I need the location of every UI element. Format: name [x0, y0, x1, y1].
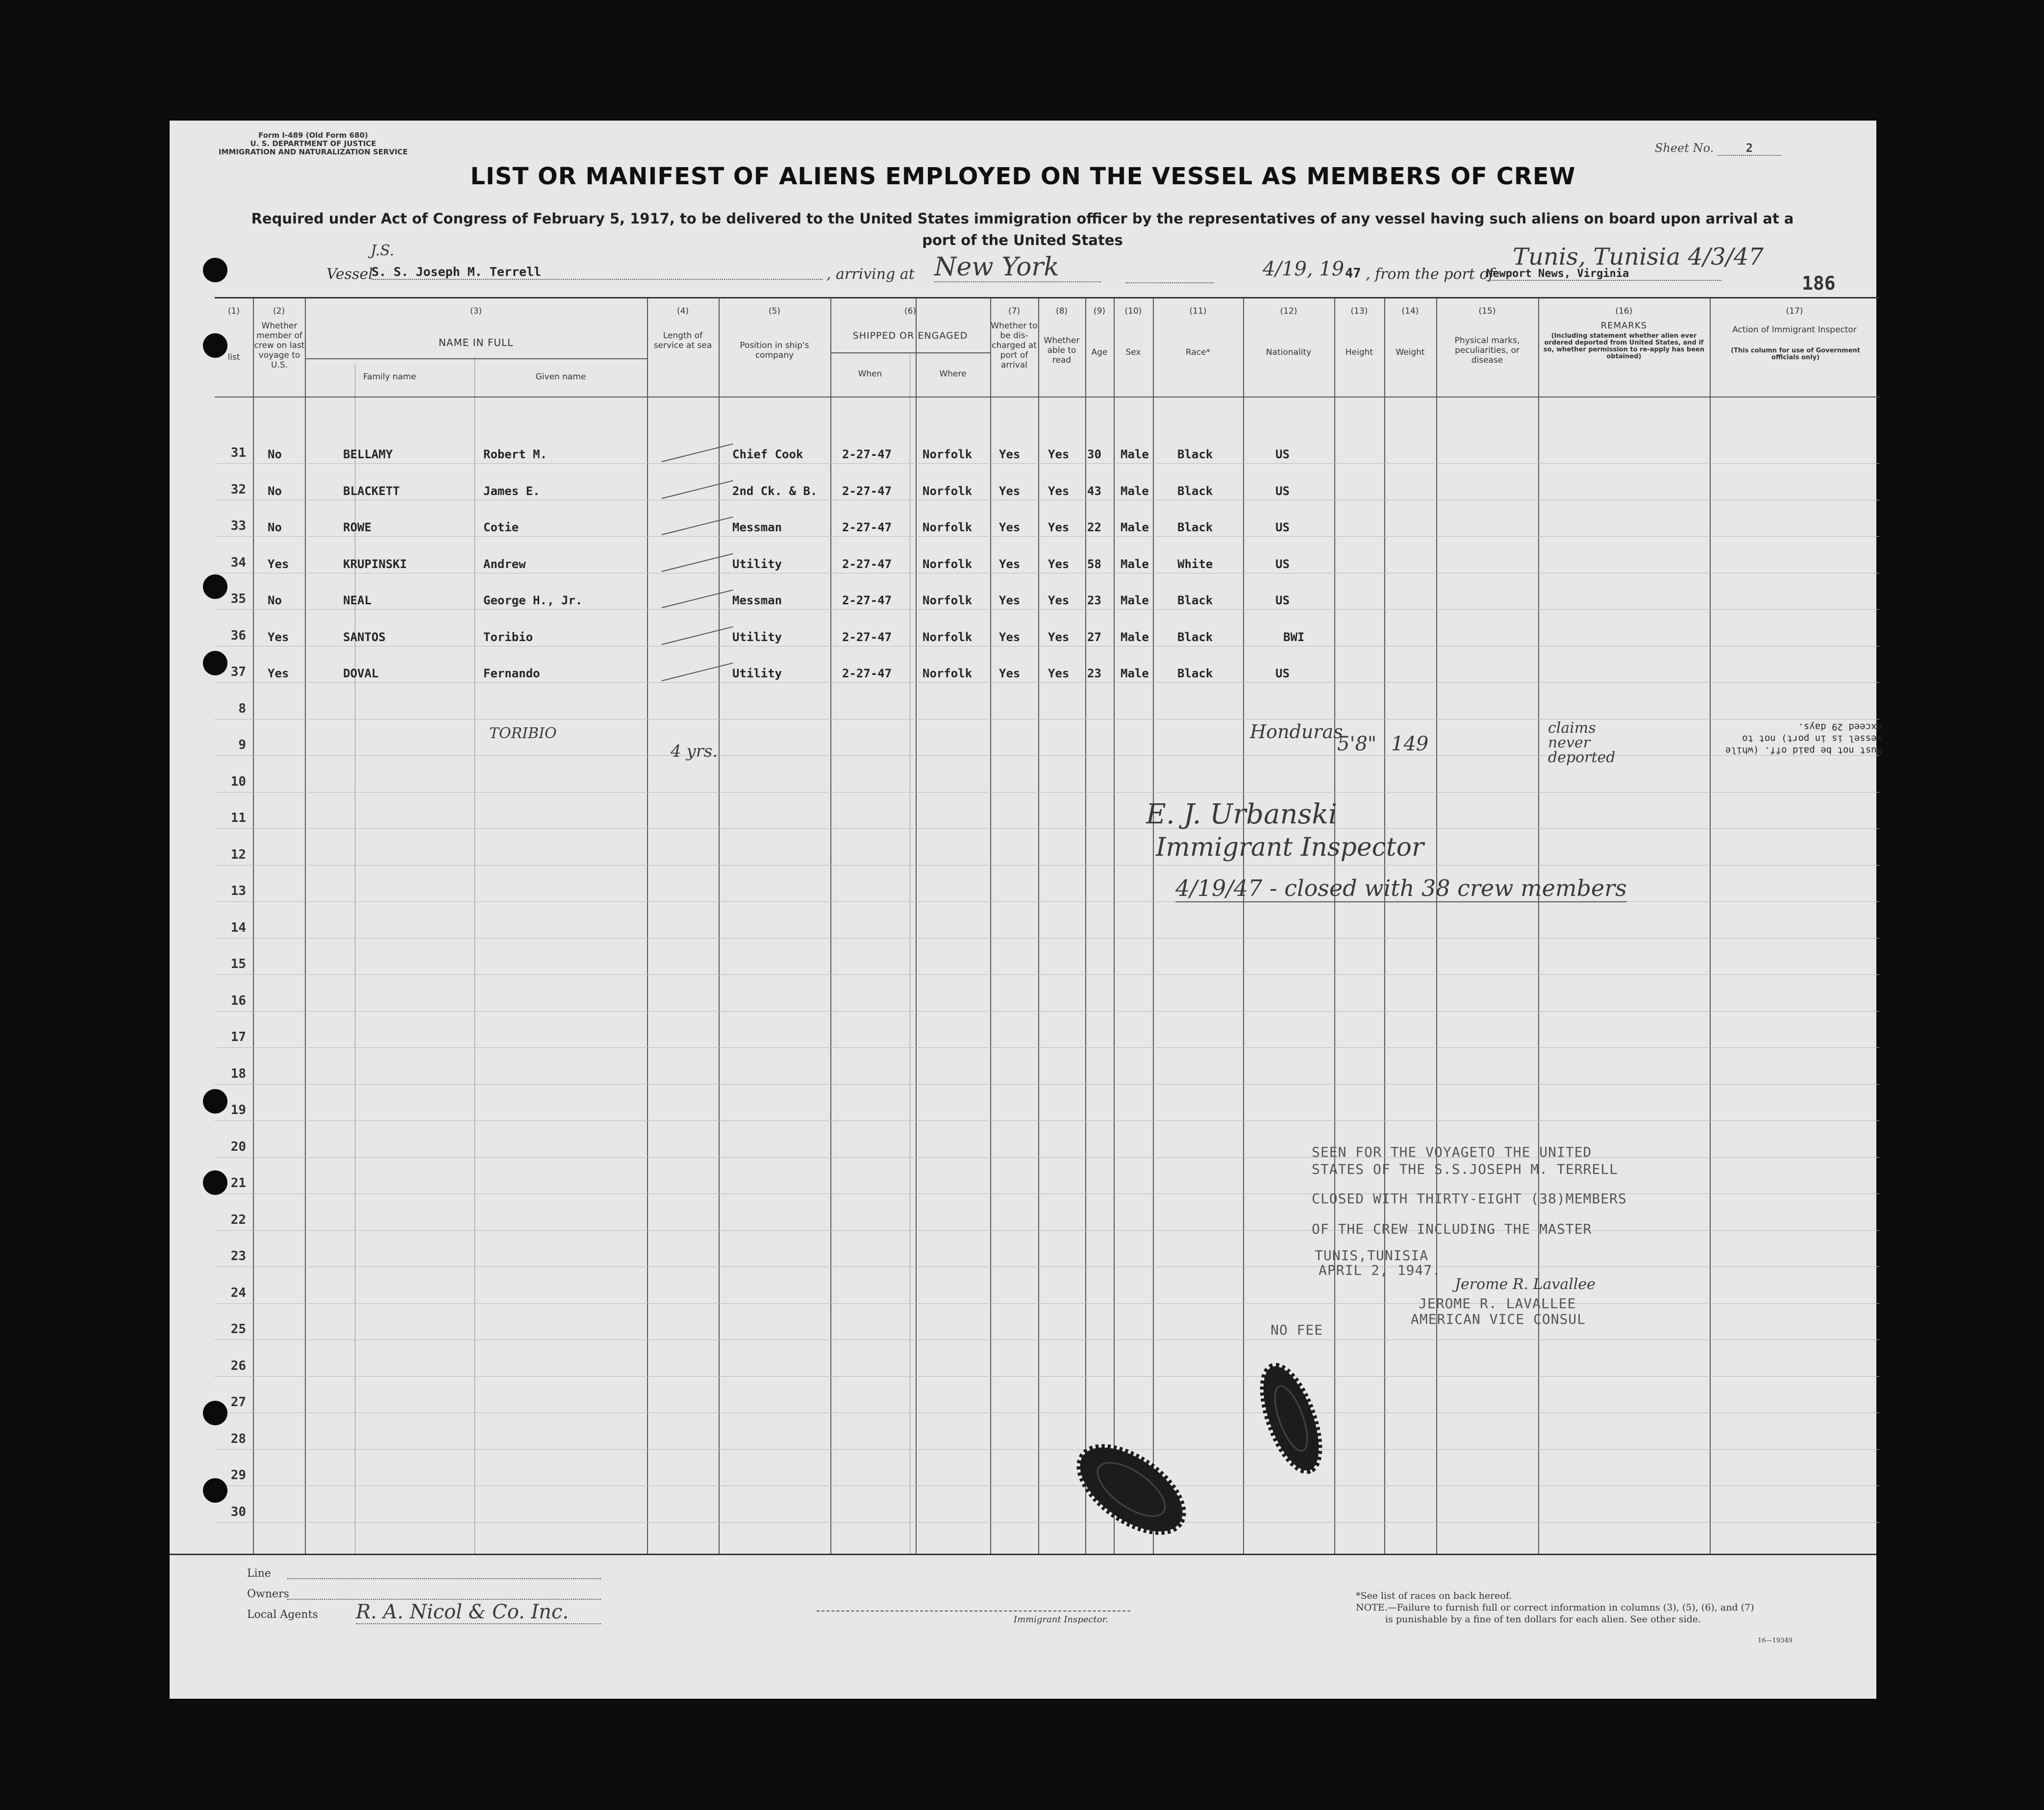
cell-discharged: Yes — [999, 521, 1021, 534]
sheet-number-label: Sheet No. — [1655, 141, 1714, 155]
col-num: (9) — [1093, 306, 1106, 316]
cell-discharged: Yes — [999, 630, 1021, 644]
form-id-line: U. S. DEPARTMENT OF JUSTICE — [250, 139, 376, 148]
cell-read: Yes — [1048, 484, 1070, 498]
cell-given: Toribio — [483, 630, 533, 644]
cell-member: No — [268, 447, 282, 461]
consul-stamp-line: STATES OF THE S.S.JOSEPH M. TERRELL — [1312, 1161, 1619, 1177]
cell-discharged: Yes — [999, 557, 1021, 571]
blank-field — [1125, 282, 1214, 283]
col-num: (14) — [1401, 306, 1419, 316]
row-number: 29 — [230, 1468, 246, 1483]
cell-age: 27 — [1087, 630, 1101, 644]
row-number: 34 — [230, 555, 246, 570]
row-rule — [215, 1230, 1879, 1231]
form-id-block — [219, 131, 408, 156]
row-number: 8 — [238, 701, 246, 716]
row-rule — [215, 1449, 1879, 1450]
cell-where: Norfolk — [922, 447, 972, 461]
embossed-seal — [1068, 1426, 1195, 1553]
cell-discharged: Yes — [999, 667, 1021, 680]
page-stamp: 186 — [1802, 273, 1836, 294]
row-number: 25 — [230, 1322, 246, 1337]
col-header-position: Position in ship's company — [740, 341, 809, 360]
col-header-remarks-note: (Including statement whether alien ever ordered deported from United States, and if so, whether permission to re-apply has been obtained) — [1543, 332, 1705, 360]
col-num: (8) — [1055, 306, 1068, 316]
cell-member: No — [268, 521, 282, 534]
row-rule — [215, 1193, 1879, 1194]
cell-age: 43 — [1087, 484, 1101, 498]
cell-when: 2-27-47 — [842, 594, 892, 607]
cell-where: Norfolk — [922, 521, 972, 534]
col-num: (10) — [1124, 306, 1142, 316]
inspector-title: Immigrant Inspector — [1156, 833, 1424, 862]
row-rule — [215, 1120, 1879, 1121]
weight-value: 149 — [1391, 733, 1429, 755]
cell-when: 2-27-47 — [842, 557, 892, 571]
crew-row — [215, 521, 1879, 540]
row-rule — [215, 1047, 1879, 1048]
col-num: (7) — [1008, 306, 1021, 316]
col-header-weight: Weight — [1396, 347, 1425, 357]
from-port-typed: Newport News, Virginia — [1486, 268, 1721, 281]
row-number: 11 — [230, 811, 246, 825]
cell-sex: Male — [1121, 447, 1149, 461]
cell-discharged: Yes — [999, 594, 1021, 607]
cell-when: 2-27-47 — [842, 630, 892, 644]
cell-read: Yes — [1048, 630, 1070, 644]
consul-title: AMERICAN VICE CONSUL — [1411, 1311, 1586, 1327]
row-number: 16 — [230, 993, 246, 1008]
cell-family: DOVAL — [343, 667, 379, 680]
page-subtitle: Required under Act of Congress of February 5, 1917, to be delivered to the United States immigration officer by the representatives of any vessel having such aliens on board upon arrival at a port of the United States — [251, 210, 1794, 248]
penalty-note: is punishable by a fine of ten dollars for each alien. See other side. — [1385, 1614, 1701, 1625]
cell-discharged: Yes — [999, 484, 1021, 498]
consul-stamp-line: OF THE CREW INCLUDING THE MASTER — [1312, 1221, 1592, 1237]
cell-read: Yes — [1048, 667, 1070, 680]
cell-position: Messman — [732, 594, 782, 607]
col-num: (2) — [273, 306, 285, 316]
shipped-subheader-rule — [830, 352, 990, 353]
vessel-label: Vessel — [326, 266, 373, 283]
row-rule — [215, 1084, 1879, 1085]
nationality-handwritten: Honduras — [1250, 721, 1343, 743]
cell-sex: Male — [1121, 667, 1149, 680]
cell-nationality: BWI — [1283, 630, 1305, 644]
row-number: 26 — [230, 1358, 246, 1373]
col-num: (6) — [904, 306, 917, 316]
cell-family: ROWE — [343, 521, 372, 534]
row-number: 15 — [230, 957, 246, 971]
col-header-shipped: SHIPPED OR ENGAGED — [852, 330, 968, 341]
cell-read: Yes — [1048, 447, 1070, 461]
col-num: (13) — [1350, 306, 1368, 316]
given-name-correction: TORIBIO — [489, 725, 557, 742]
row-rule — [215, 792, 1879, 793]
col-num: (1) — [227, 306, 240, 316]
cell-sex: Male — [1121, 630, 1149, 644]
row-rule — [215, 1522, 1879, 1523]
consul-stamp-line: APRIL 2, 1947. — [1319, 1262, 1442, 1278]
cell-family: BELLAMY — [343, 447, 393, 461]
cell-race: Black — [1177, 484, 1213, 498]
row-number: 37 — [230, 665, 246, 679]
cell-sex: Male — [1121, 521, 1149, 534]
binder-hole — [203, 258, 227, 282]
cell-given: Fernando — [483, 667, 540, 680]
form-id-line: Form I-489 (Old Form 680) — [258, 131, 368, 140]
embossed-seal — [1242, 1357, 1340, 1480]
cell-read: Yes — [1048, 521, 1070, 534]
cell-read: Yes — [1048, 557, 1070, 571]
col-num: (15) — [1478, 306, 1496, 316]
cell-member: No — [268, 594, 282, 607]
remarks-note: claims never deported — [1548, 719, 1616, 766]
col-header-action: Action of Immigrant Inspector — [1732, 325, 1857, 335]
cell-when: 2-27-47 — [842, 521, 892, 534]
cell-race: Black — [1177, 521, 1213, 534]
cell-race: Black — [1177, 630, 1213, 644]
cell-nationality: US — [1275, 557, 1290, 571]
row-number: 27 — [230, 1395, 246, 1410]
binder-hole — [203, 1089, 227, 1114]
row-rule — [215, 828, 1879, 829]
cell-position: Messman — [732, 521, 782, 534]
no-fee-stamp: NO FEE — [1271, 1322, 1323, 1338]
col-header-discharged: Whether to be dis-charged at port of arrival — [991, 321, 1038, 370]
binder-hole — [203, 333, 227, 358]
owners-label: Owners — [247, 1588, 289, 1600]
col-num: (17) — [1786, 306, 1803, 316]
row-number: 33 — [230, 519, 246, 533]
col-header-given: Given name — [535, 372, 586, 382]
line-label: Line — [247, 1567, 271, 1580]
cell-race: Black — [1177, 447, 1213, 461]
row-number: 32 — [230, 482, 246, 497]
cell-member: No — [268, 484, 282, 498]
cell-given: James E. — [483, 484, 540, 498]
binder-hole — [203, 1401, 227, 1425]
cell-sex: Male — [1121, 484, 1149, 498]
owners-field — [287, 1599, 601, 1600]
col-header-length: Length of service at sea — [653, 331, 712, 350]
col-header-list: list — [227, 352, 240, 362]
cell-member: Yes — [268, 557, 289, 571]
col-num: (4) — [676, 306, 689, 316]
sheet-number — [1655, 141, 1781, 156]
cell-when: 2-27-47 — [842, 484, 892, 498]
cell-where: Norfolk — [922, 557, 972, 571]
arrival-date: 4/19, 19 — [1263, 258, 1345, 280]
cell-family: NEAL — [343, 594, 372, 607]
cell-read: Yes — [1048, 594, 1070, 607]
col-num: (12) — [1280, 306, 1297, 316]
row-rule — [215, 1376, 1879, 1377]
col-num: (16) — [1615, 306, 1633, 316]
col-header-age: Age — [1091, 347, 1108, 357]
action-note-inverted: Must not be paid off. (while vessel is in port) not to exceed 29 days. — [1725, 721, 1882, 756]
col-header-nationality: Nationality — [1266, 347, 1312, 357]
crew-row — [215, 594, 1879, 613]
arriving-label: , arriving at — [826, 266, 915, 283]
row-rule — [215, 1011, 1879, 1012]
cell-family: SANTOS — [343, 630, 386, 644]
row-rule — [215, 1303, 1879, 1304]
consul-stamp-line: TUNIS,TUNISIA — [1315, 1247, 1429, 1264]
crew-table — [215, 297, 1882, 1555]
cell-position: 2nd Ck. & B. — [732, 484, 818, 498]
row-number: 18 — [230, 1066, 246, 1081]
row-number: 9 — [238, 738, 246, 752]
row-number: 23 — [230, 1249, 246, 1264]
inspector-signature-line — [817, 1611, 1130, 1612]
cell-discharged: Yes — [999, 447, 1021, 461]
cell-family: KRUPINSKI — [343, 557, 407, 571]
row-number: 21 — [230, 1176, 246, 1190]
cell-where: Norfolk — [922, 594, 972, 607]
col-header-member: Whether member of crew on last voyage to U.S. — [254, 321, 305, 370]
row-number: 14 — [230, 920, 246, 935]
form-id-line: IMMIGRATION AND NATURALIZATION SERVICE — [219, 148, 408, 156]
page-title: LIST OR MANIFEST OF ALIENS EMPLOYED ON THE VESSEL AS MEMBERS OF CREW — [470, 163, 1576, 190]
crew-row — [215, 484, 1879, 504]
row-number: 20 — [230, 1139, 246, 1154]
row-number: 13 — [230, 884, 246, 898]
cell-given: George H., Jr. — [483, 594, 583, 607]
inspector-closing-note: 4/19/47 - closed with 38 crew members — [1175, 875, 1627, 901]
cell-race: Black — [1177, 667, 1213, 680]
row-number: 19 — [230, 1103, 246, 1117]
cell-race: White — [1177, 557, 1213, 571]
cell-given: Robert M. — [483, 447, 548, 461]
cell-member: Yes — [268, 630, 289, 644]
col-header-remarks: REMARKS — [1600, 321, 1647, 331]
row-rule — [215, 938, 1879, 939]
cell-position: Utility — [732, 667, 782, 680]
row-number: 30 — [230, 1504, 246, 1519]
binder-hole — [203, 651, 227, 675]
consul-name: JEROME R. LAVALLEE — [1419, 1295, 1576, 1312]
cell-when: 2-27-47 — [842, 667, 892, 680]
row-rule — [215, 1266, 1879, 1267]
length-of-service-note: 4 yrs. — [671, 742, 718, 761]
from-port-handwritten: Tunis, Tunisia 4/3/47 — [1513, 243, 1764, 271]
sheet-number-value: 2 — [1718, 141, 1781, 156]
col-header-height: Height — [1345, 347, 1373, 357]
row-number: 10 — [230, 774, 246, 789]
binder-hole — [203, 1478, 227, 1503]
inspector-signature: E. J. Urbanski — [1146, 798, 1338, 830]
agents-label: Local Agents — [247, 1609, 318, 1621]
row-number: 17 — [230, 1030, 246, 1044]
cell-race: Black — [1177, 594, 1213, 607]
name-subheader-rule — [305, 358, 647, 359]
cell-given: Andrew — [483, 557, 526, 571]
cell-where: Norfolk — [922, 630, 972, 644]
row-number: 12 — [230, 847, 246, 862]
cell-nationality: US — [1275, 521, 1290, 534]
cell-age: 58 — [1087, 557, 1101, 571]
row-number: 24 — [230, 1285, 246, 1300]
row-number: 31 — [230, 446, 246, 460]
cell-family: BLACKETT — [343, 484, 400, 498]
col-header-physical: Physical marks, peculiarities, or disease — [1454, 336, 1520, 365]
row-rule — [215, 865, 1879, 866]
crew-row — [215, 557, 1879, 577]
cell-nationality: US — [1275, 594, 1290, 607]
cell-age: 23 — [1087, 667, 1101, 680]
col-num: (11) — [1189, 306, 1207, 316]
col-header-action-note: (This column for use of Government officials only) — [1731, 347, 1860, 361]
line-field — [287, 1578, 601, 1579]
cell-nationality: US — [1275, 447, 1290, 461]
agents-value: R. A. Nicol & Co. Inc. — [356, 1601, 601, 1624]
cell-sex: Male — [1121, 594, 1149, 607]
vessel-name: S. S. Joseph M. Terrell — [372, 265, 823, 280]
penalty-note: NOTE.—Failure to furnish full or correct information in columns (3), (5), (6), and (7) — [1356, 1602, 1754, 1613]
cell-age: 23 — [1087, 594, 1101, 607]
binder-hole — [203, 574, 227, 599]
cell-when: 2-27-47 — [842, 447, 892, 461]
form-code: 16—19349 — [1758, 1637, 1793, 1644]
row-rule — [215, 1157, 1879, 1158]
crew-row — [215, 447, 1879, 467]
col-header-race: Race* — [1185, 347, 1211, 357]
cell-age: 30 — [1087, 447, 1101, 461]
cell-where: Norfolk — [922, 667, 972, 680]
consul-signature: Jerome R. Lavallee — [1455, 1276, 1595, 1293]
footer-rule — [170, 1554, 1876, 1555]
col-header-read: Whether able to read — [1044, 336, 1080, 365]
row-number: 22 — [230, 1212, 246, 1227]
cell-given: Cotie — [483, 521, 519, 534]
col-header-name: NAME IN FULL — [438, 337, 514, 348]
binder-hole — [203, 1170, 227, 1195]
cell-position: Utility — [732, 630, 782, 644]
col-header-family: Family name — [363, 372, 417, 382]
cell-position: Utility — [732, 557, 782, 571]
cell-member: Yes — [268, 667, 289, 680]
cell-nationality: US — [1275, 484, 1290, 498]
consul-stamp-line: CLOSED WITH THIRTY-EIGHT (38)MEMBERS — [1312, 1190, 1627, 1207]
row-number: 28 — [230, 1431, 246, 1446]
arriving-port: New York — [934, 253, 1101, 282]
height-value: 5'8" — [1337, 733, 1377, 755]
consul-stamp-line: SEEN FOR THE VOYAGETO THE UNITED — [1312, 1144, 1592, 1160]
row-number: 35 — [230, 592, 246, 606]
crew-row — [215, 630, 1879, 650]
row-rule — [215, 974, 1879, 975]
cell-nationality: US — [1275, 667, 1290, 680]
arrival-year: 47 — [1345, 266, 1361, 281]
row-number: 36 — [230, 628, 246, 643]
col-header-where: Where — [939, 369, 967, 379]
col-header-when: When — [858, 369, 882, 379]
manifest-sheet — [170, 121, 1882, 1699]
inspector-label: Immigrant Inspector. — [1014, 1614, 1109, 1625]
cell-age: 22 — [1087, 521, 1101, 534]
row-rule — [215, 1339, 1879, 1340]
col-num: (3) — [470, 306, 482, 316]
vessel-annotation: J.S. — [371, 242, 395, 259]
races-note: *See list of races on back hereof. — [1356, 1590, 1512, 1601]
col-num: (5) — [768, 306, 781, 316]
col-header-sex: Sex — [1125, 347, 1141, 357]
cell-where: Norfolk — [922, 484, 972, 498]
row-rule — [215, 901, 1879, 902]
cell-sex: Male — [1121, 557, 1149, 571]
from-label: , from the port of — [1366, 266, 1494, 283]
crew-row — [215, 667, 1879, 686]
cell-position: Chief Cook — [732, 447, 803, 461]
